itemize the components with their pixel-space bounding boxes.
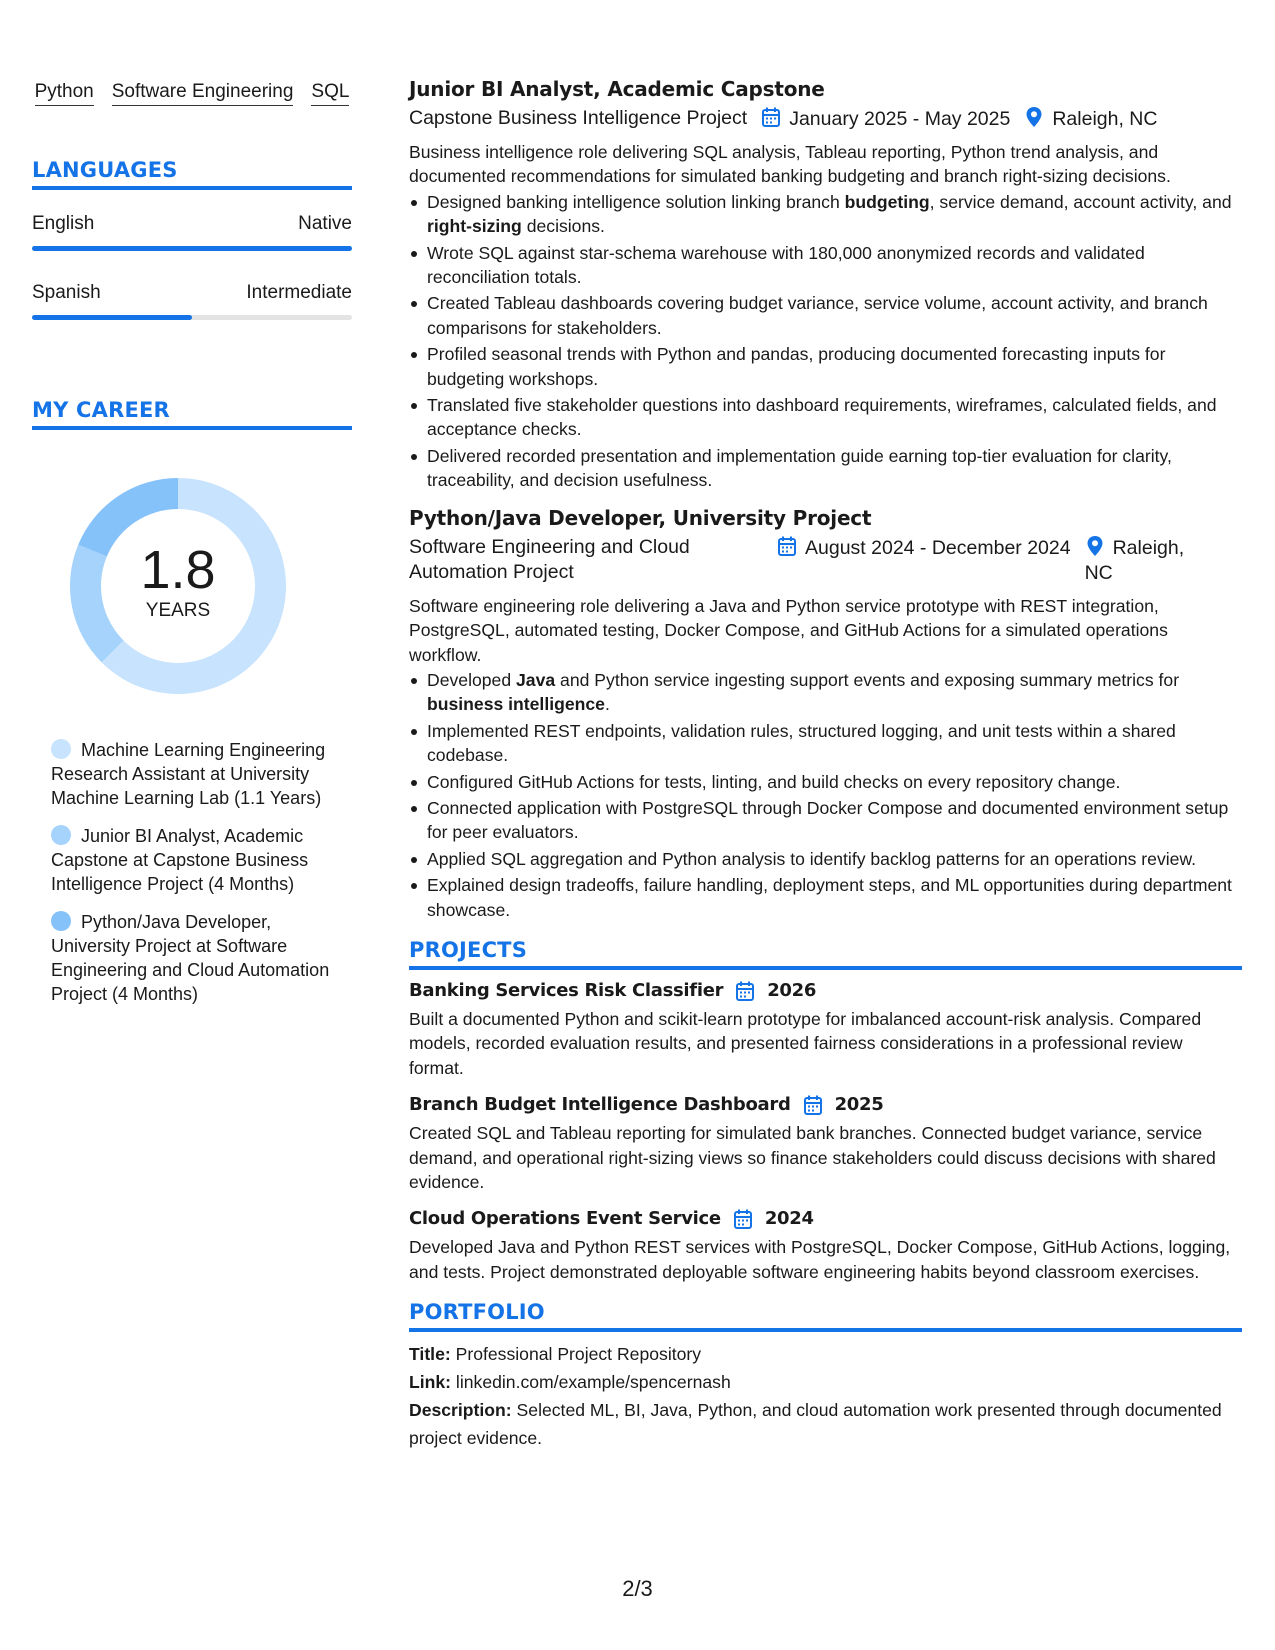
job-meta <box>409 535 1242 586</box>
project-entry <box>409 1206 1242 1284</box>
calendar-icon <box>803 1094 823 1116</box>
calendar-icon <box>761 106 781 128</box>
job-entry <box>409 76 1242 493</box>
location-pin-icon <box>1024 106 1044 128</box>
job-location-group <box>1024 106 1157 132</box>
legend-dot-icon <box>51 911 71 931</box>
job-entry <box>409 505 1242 922</box>
location-pin-icon <box>1085 535 1105 557</box>
projects-heading: PROJECTS <box>409 938 1242 970</box>
job-summary: Software engineering role delivering a Java and Python service prototype with REST integration, PostgreSQL, automated testing, Docker Compose, and GitHub Actions for a simulated operations workflow. <box>409 595 1168 665</box>
left-column <box>32 80 352 1020</box>
project-name: Branch Budget Intelligence Dashboard <box>409 1094 791 1116</box>
calendar-icon <box>777 535 797 557</box>
portfolio-description-line: Description: Selected ML, BI, Java, Python, and cloud automation work presented through documented project evidence. <box>409 1400 1222 1449</box>
portfolio-title-line: Title: Professional Project Repository <box>409 1344 702 1365</box>
language-item <box>32 212 352 251</box>
job-dates: August 2024 - December 2024 <box>805 536 1071 559</box>
languages-heading: LANGUAGES <box>32 158 352 190</box>
language-level: Native <box>298 213 352 234</box>
language-item <box>32 281 352 320</box>
skill-tag: Python <box>35 80 94 106</box>
skill-tag: SQL <box>311 80 349 106</box>
job-bullet: Connected application with PostgreSQL through Docker Compose and documented environment setup for peer evaluators. <box>409 796 1242 845</box>
job-bullet: Delivered recorded presentation and implementation guide earning top-tier evaluation for clarity, traceability, and decision usefulness. <box>409 444 1242 493</box>
project-description: Built a documented Python and scikit-learn prototype for imbalanced account-risk analysis. Compared models, recorded evaluation results, and presented fairness considerations in a professional review format. <box>409 1008 1202 1078</box>
language-name: Spanish <box>32 282 101 303</box>
job-dates: January 2025 - May 2025 <box>789 108 1011 130</box>
career-legend-item <box>51 824 331 896</box>
career-legend-item <box>51 910 331 1006</box>
project-description: Developed Java and Python REST services with PostgreSQL, Docker Compose, GitHub Actions, logging, and tests. Project demonstrated deployable software engineering habits beyond classroom exercises. <box>409 1237 1231 1282</box>
job-organization: Capstone Business Intelligence Project <box>409 107 748 129</box>
career-total-unit: YEARS <box>145 600 211 621</box>
job-bullet: Created Tableau dashboards covering budget variance, service volume, account activity, and branch comparisons for stakeholders. <box>409 291 1242 340</box>
project-title-row <box>409 1092 1242 1118</box>
job-bullets <box>409 668 1242 922</box>
language-level-bar <box>32 246 352 251</box>
job-bullet: Configured GitHub Actions for tests, linting, and build checks on every repository change. <box>409 770 1242 794</box>
legend-dot-icon <box>51 739 71 759</box>
portfolio-heading: PORTFOLIO <box>409 1300 1242 1332</box>
career-legend-label: Python/Java Developer, University Project at Software Engineering and Cloud Automation Project (4 Months) <box>51 912 330 1004</box>
job-meta <box>409 106 1242 132</box>
job-organization: Software Engineering and Cloud Automation Project <box>409 535 690 583</box>
job-summary: Business intelligence role delivering SQL analysis, Tableau reporting, Python trend analysis, and documented recommendations for simulated banking budgeting and branch right-sizing decisions. <box>409 142 1171 187</box>
project-entry <box>409 978 1242 1080</box>
project-title-row <box>409 978 1242 1004</box>
language-level: Intermediate <box>246 282 352 303</box>
job-bullet: Developed Java and Python service ingesting support events and exposing summary metrics for business intelligence. <box>409 668 1242 717</box>
job-bullet: Explained design tradeoffs, failure handling, deployment steps, and ML opportunities during department showcase. <box>409 873 1242 922</box>
language-name: English <box>32 213 95 234</box>
legend-dot-icon <box>51 825 71 845</box>
portfolio-entry <box>409 1340 1242 1452</box>
language-level-fill <box>32 246 352 251</box>
job-location: Raleigh, NC <box>1052 108 1158 130</box>
job-location-group <box>1085 535 1185 586</box>
job-title: Junior BI Analyst, Academic Capstone <box>409 77 825 101</box>
career-heading: MY CAREER <box>32 398 352 430</box>
job-location: Raleigh, NC <box>1084 536 1185 584</box>
job-title: Python/Java Developer, University Project <box>409 505 872 530</box>
skills-list <box>32 80 352 106</box>
career-total-value: 1.8 <box>140 540 216 600</box>
project-name: Banking Services Risk Classifier <box>409 979 724 1001</box>
calendar-icon <box>735 980 755 1002</box>
job-bullet: Profiled seasonal trends with Python and pandas, producing documented forecasting inputs for budgeting workshops. <box>409 342 1242 391</box>
job-bullet: Applied SQL aggregation and Python analysis to identify backlog patterns for an operations review. <box>409 847 1242 871</box>
job-bullet: Translated five stakeholder questions into dashboard requirements, wireframes, calculated fields, and acceptance checks. <box>409 393 1242 442</box>
career-legend-item <box>51 738 331 810</box>
language-level-fill <box>32 315 192 320</box>
career-legend-label: Junior BI Analyst, Academic Capstone at Capstone Business Intelligence Project (4 Months) <box>51 826 309 894</box>
job-bullet: Wrote SQL against star-schema warehouse with 180,000 anonymized records and validated reconciliation totals. <box>409 241 1242 290</box>
career-legend <box>51 738 331 1006</box>
page-number: 2/3 <box>622 1576 653 1601</box>
job-dates-group <box>777 535 1071 561</box>
project-year: 2024 <box>764 1208 814 1230</box>
project-entry <box>409 1092 1242 1194</box>
skill-tag: Software Engineering <box>112 80 294 106</box>
right-column <box>409 76 1242 1452</box>
portfolio-link-line: Link: linkedin.com/example/spencernash <box>409 1372 731 1393</box>
project-year: 2025 <box>834 1094 884 1116</box>
language-level-bar <box>32 315 352 320</box>
job-dates-group <box>761 106 1010 132</box>
career-donut-chart <box>62 470 294 702</box>
project-name: Cloud Operations Event Service <box>409 1208 721 1230</box>
project-description: Created SQL and Tableau reporting for simulated bank branches. Connected budget variance, service demand, and operational right-sizing views so finance stakeholders could discuss decisions with shared evidence. <box>409 1123 1216 1192</box>
career-legend-label: Machine Learning Engineering Research Assistant at University Machine Learning Lab (1.1 Years) <box>51 740 326 808</box>
job-bullet: Implemented REST endpoints, validation rules, structured logging, and unit tests within a shared codebase. <box>409 719 1242 768</box>
project-year: 2026 <box>767 979 817 1001</box>
job-bullets <box>409 190 1242 493</box>
calendar-icon <box>733 1208 753 1230</box>
project-title-row <box>409 1206 1242 1232</box>
job-bullet: Designed banking intelligence solution linking branch budgeting, service demand, account activity, and right-sizing decisions. <box>409 190 1242 239</box>
portfolio-link[interactable]: linkedin.com/example/spencernash <box>455 1372 731 1393</box>
